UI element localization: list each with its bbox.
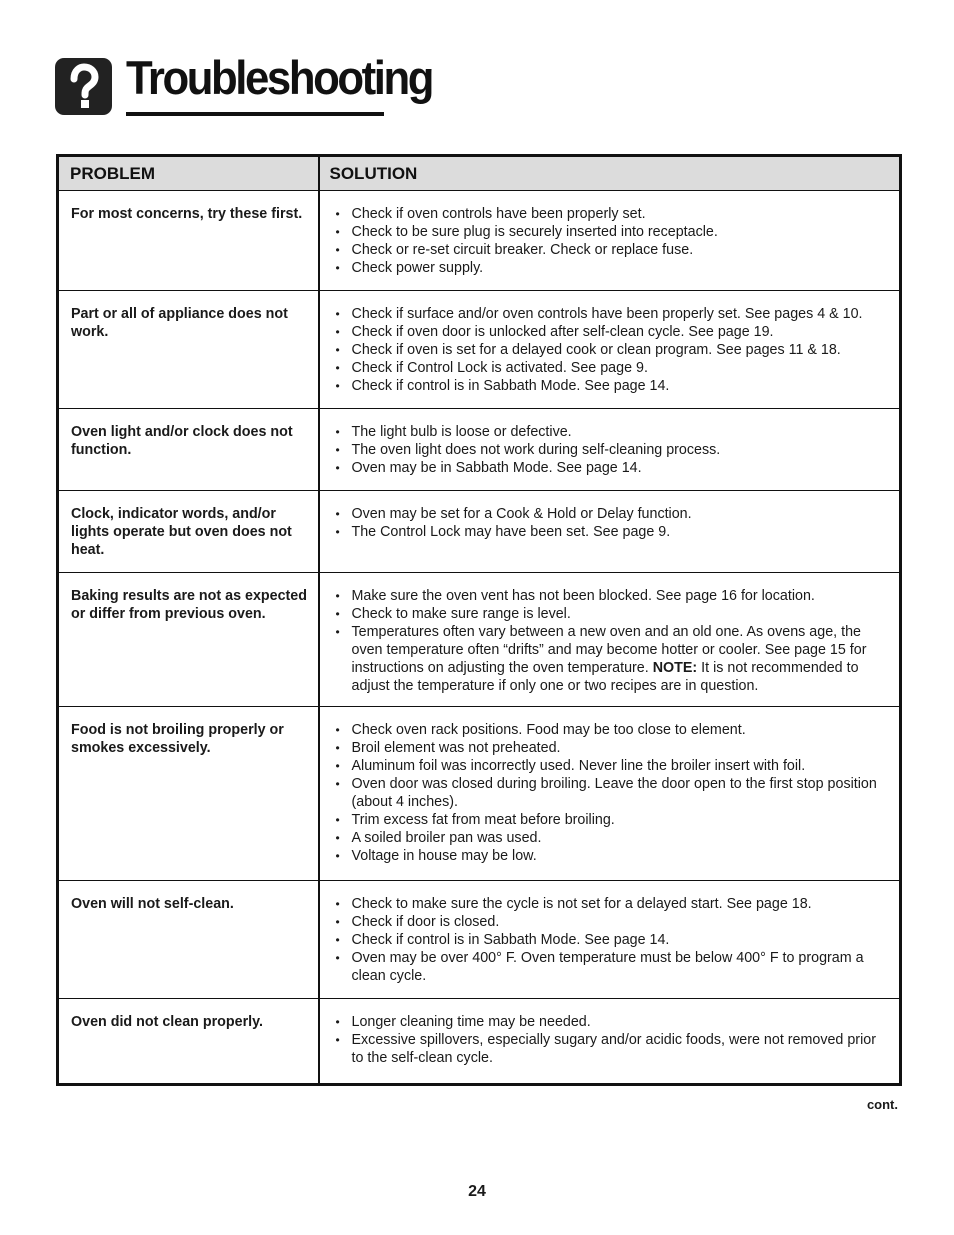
solution-text: The oven light does not work during self-cleaning process. (351, 442, 721, 458)
solution-text: Check if Control Lock is activated. See page 9. (351, 360, 648, 376)
solution-cell (319, 573, 901, 707)
solution-text: Excessive spillovers, especially sugary and/or acidic foods, were not removed prior to the self-clean cycle. (351, 1032, 876, 1066)
solution-list (334, 305, 892, 395)
list-item (334, 739, 892, 757)
list-item (334, 377, 892, 395)
solution-list (334, 505, 892, 541)
list-item (334, 323, 892, 341)
list-item (334, 1031, 892, 1067)
solution-text: A soiled broiler pan was used. (351, 830, 542, 846)
solution-text: Voltage in house may be low. (351, 848, 537, 864)
list-item (334, 341, 892, 359)
solution-list (334, 205, 892, 277)
solution-text: Check if oven door is unlocked after self-clean cycle. See page 19. (351, 324, 774, 340)
problem-cell: Oven will not self-clean. (58, 881, 319, 999)
table-row (58, 573, 901, 707)
problem-cell: Oven light and/or clock does not function. (58, 409, 319, 491)
list-item (334, 913, 892, 931)
problem-cell: Food is not broiling properly or smokes excessively. (58, 707, 319, 881)
list-item (334, 459, 892, 477)
solution-text: Check if oven is set for a delayed cook or clean program. See pages 11 & 18. (351, 342, 841, 358)
solution-text: Aluminum foil was incorrectly used. Never line the broiler insert with foil. (351, 758, 806, 774)
solution-list (334, 1013, 892, 1067)
solution-cell (319, 491, 901, 573)
troubleshooting-table (56, 154, 902, 1086)
list-item (334, 623, 892, 695)
list-item (334, 605, 892, 623)
list-item (334, 259, 892, 277)
list-item (334, 721, 892, 739)
solution-text: Check to make sure range is level. (351, 606, 571, 622)
solution-text: The Control Lock may have been set. See page 9. (351, 524, 671, 540)
note-label: NOTE: (652, 660, 698, 676)
question-mark-icon (55, 58, 112, 115)
title-underline (126, 112, 384, 116)
list-item (334, 931, 892, 949)
solution-text: Make sure the oven vent has not been blocked. See page 16 for location. (351, 588, 815, 604)
solution-text: Broil element was not preheated. (351, 740, 561, 756)
list-item (334, 895, 892, 913)
solution-text: Trim excess fat from meat before broiling. (351, 812, 615, 828)
list-item (334, 305, 892, 323)
solution-text: Check or re-set circuit breaker. Check or replace fuse. (351, 242, 694, 258)
table-row (58, 191, 901, 291)
solution-text: Oven may be set for a Cook & Hold or Delay function. (351, 506, 692, 522)
solution-list (334, 587, 892, 695)
table-row (58, 707, 901, 881)
solution-text: Check oven rack positions. Food may be too close to element. (351, 722, 746, 738)
note-text: It is not recommended to adjust the temperature if only one or two recipes are in question. (351, 660, 859, 694)
troubleshooting-table-wrapper (56, 154, 899, 1086)
table-row (58, 409, 901, 491)
solution-text: Check if surface and/or oven controls have been properly set. See pages 4 & 10. (351, 306, 863, 322)
list-item (334, 359, 892, 377)
list-item (334, 847, 892, 865)
problem-cell: Baking results are not as expected or differ from previous oven. (58, 573, 319, 707)
list-item (334, 441, 892, 459)
table-header-row (58, 156, 901, 191)
solution-cell (319, 707, 901, 881)
solution-list (334, 423, 892, 477)
solution-text: Check power supply. (351, 260, 484, 276)
solution-cell (319, 881, 901, 999)
table-row (58, 291, 901, 409)
list-item (334, 205, 892, 223)
page-number: 24 (468, 1183, 486, 1200)
page-title: Troubleshooting (126, 51, 433, 104)
solution-text: Check if control is in Sabbath Mode. See page 14. (351, 932, 670, 948)
list-item (334, 423, 892, 441)
list-item (334, 241, 892, 259)
table-row (58, 881, 901, 999)
solution-text: Check to be sure plug is securely inserted into receptacle. (351, 224, 718, 240)
solution-text: Check to make sure the cycle is not set for a delayed start. See page 18. (351, 896, 812, 912)
solution-list (334, 895, 892, 985)
solution-cell (319, 999, 901, 1085)
continued-label: cont. (866, 1097, 898, 1112)
problem-cell: Oven did not clean properly. (58, 999, 319, 1085)
list-item (334, 829, 892, 847)
solution-text: Oven door was closed during broiling. Leave the door open to the first stop position (about 4 inches). (351, 776, 877, 810)
list-item (334, 505, 892, 523)
problem-column-header: PROBLEM (58, 156, 319, 191)
list-item (334, 523, 892, 541)
solution-text: Longer cleaning time may be needed. (351, 1014, 591, 1030)
solution-text: Check if oven controls have been properly set. (351, 206, 646, 222)
table-row (58, 999, 901, 1085)
solution-text: The light bulb is loose or defective. (351, 424, 572, 440)
problem-cell: Part or all of appliance does not work. (58, 291, 319, 409)
solution-text: Check if control is in Sabbath Mode. See page 14. (351, 378, 670, 394)
solution-text: Check if door is closed. (351, 914, 500, 930)
table-row (58, 491, 901, 573)
problem-cell: Clock, indicator words, and/or lights operate but oven does not heat. (58, 491, 319, 573)
list-item (334, 811, 892, 829)
solution-text: Oven may be in Sabbath Mode. See page 14. (351, 460, 642, 476)
solution-cell (319, 409, 901, 491)
list-item (334, 1013, 892, 1031)
solution-text: Temperatures often vary between a new oven and an old one. As ovens age, the oven temperature often “drifts” and may become hotter or cooler. See page 15 for instructions on adjusting the oven temperature. (351, 624, 867, 676)
list-item (334, 757, 892, 775)
list-item (334, 587, 892, 605)
solution-column-header: SOLUTION (319, 156, 901, 191)
solution-cell (319, 291, 901, 409)
problem-cell: For most concerns, try these first. (58, 191, 319, 291)
list-item (334, 223, 892, 241)
solution-list (334, 721, 892, 865)
list-item (334, 775, 892, 811)
table-body (58, 191, 901, 1085)
solution-cell (319, 191, 901, 291)
list-item (334, 949, 892, 985)
solution-text: Oven may be over 400° F. Oven temperature must be below 400° F to program a clean cycle. (351, 950, 864, 984)
